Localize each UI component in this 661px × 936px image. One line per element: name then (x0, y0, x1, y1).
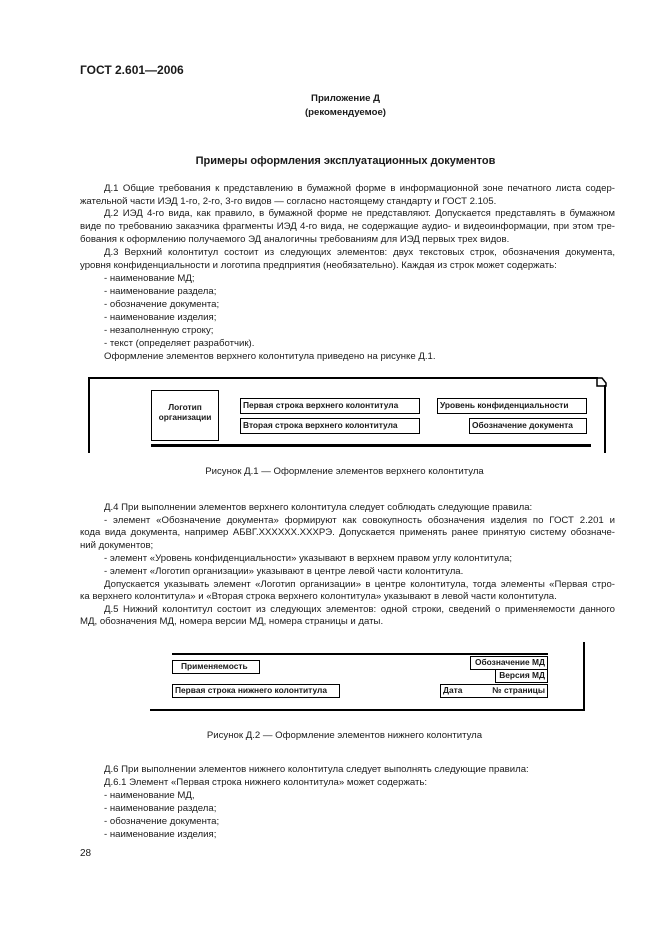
doc-designation-box: Обозначение документа (469, 418, 587, 434)
md-designation-box: Обозначение МД (470, 656, 548, 670)
logo-box: Логотип организации (151, 390, 219, 441)
header-line2-box: Вторая строка верхнего колонтитула (240, 418, 420, 434)
header-line1-box: Первая строка верхнего колонтитула (240, 398, 420, 414)
paragraph-line: Допускается указывать элемент «Логотип организации» в центре колонтитула, тогда элементы «Первая стро- (104, 579, 615, 590)
paragraph-line: виде по требованию заказчика фрагменты ИЭД 4-го вида, не содержащие аудио- и видеоинформации, при этом тре- (80, 221, 615, 232)
frame-bottom (150, 709, 585, 711)
list-item: - наименование МД; (104, 273, 195, 284)
paragraph-line: Оформление элементов верхнего колонтитула приведено на рисунке Д.1. (104, 351, 436, 362)
list-item: - наименование МД, (104, 790, 195, 801)
standard-header: ГОСТ 2.601—2006 (80, 63, 184, 77)
paragraph-line: МД, обозначения МД, номера версии МД, номера страницы и даты. (80, 616, 384, 627)
page-fold-icon (596, 376, 608, 388)
paragraph-line: Д.2 ИЭД 4-го вида, как правило, в бумажной форме не представляют. Допускается представлять в бумажном (104, 208, 615, 219)
figure2-caption: Рисунок Д.2 — Оформление элементов нижнего колонтитула (206, 730, 483, 741)
paragraph-line: Д.6 При выполнении элементов нижнего колонтитула следует выполнять следующие правила: (104, 764, 529, 775)
frame-top (88, 377, 598, 379)
footer-rule (172, 653, 548, 655)
figure1-caption: Рисунок Д.1 — Оформление элементов верхнего колонтитула (205, 466, 484, 477)
list-item: - обозначение документа; (104, 816, 220, 827)
frame-right (604, 385, 606, 453)
paragraph-line: Д.6.1 Элемент «Первая строка нижнего колонтитула» может содержать: (104, 777, 428, 788)
list-item: - элемент «Логотип организации» указывают в центре левой части колонтитула. (104, 566, 464, 577)
date-label: Дата (443, 685, 463, 695)
paragraph-line: ний документов; (80, 540, 154, 551)
header-rule (151, 444, 591, 447)
frame-right (583, 642, 585, 711)
frame-left (88, 377, 90, 453)
version-box: Версия МД (495, 669, 548, 683)
list-item: - элемент «Уровень конфиденциальности» указывают в верхнем правом углу колонтитула; (104, 553, 513, 564)
paragraph-line: бования к оформлению получаемого ЭД аналогичны требованиям для ИЭД первых трех видов. (80, 234, 510, 245)
footer-line1-box: Первая строка нижнего колонтитула (172, 684, 340, 698)
paragraph-line: Д.5 Нижний колонтитул состоит из следующих элементов: одной строки, сведений о применяемости данного (104, 604, 615, 615)
page-number-label: № страницы (492, 685, 545, 695)
confidentiality-box: Уровень конфиденциальности (437, 398, 587, 414)
list-item: - наименование раздела; (104, 286, 217, 297)
paragraph-line: Д.4 При выполнении элементов верхнего колонтитула следует соблюдать следующие правила: (104, 502, 533, 513)
list-item: - наименование раздела; (104, 803, 217, 814)
section-title: Примеры оформления эксплуатационных документов (195, 155, 496, 167)
paragraph-line: ка верхнего колонтитула» и «Вторая строка верхнего колонтитула» указывают в левой части колонтитула. (80, 591, 557, 602)
paragraph-line: жательной части ИЭД 1-го, 2-го, 3-го видов — согласно настоящему стандарту и ГОСТ 2.105. (80, 196, 497, 207)
paragraph-line: кода вида документа, например АБВГ.XXXXXX.XXXРЭ. Допускается применять ранее принятую систему обозначе- (80, 527, 615, 538)
date-page-box (440, 684, 548, 698)
paragraph-line: Д.1 Общие требования к представлению в бумажной форме в информационной зоне печатного листа содер- (104, 183, 615, 194)
appendix-title: Приложение Д (311, 93, 380, 104)
list-item: - незаполненную строку; (104, 325, 214, 336)
applicability-box: Применяемость (172, 660, 260, 674)
list-item: - текст (определяет разработчик). (104, 338, 255, 349)
page-number: 28 (80, 848, 92, 859)
list-item: - элемент «Обозначение документа» формируют как совокупность обозначения изделия по ГОСТ 2.201 и (104, 515, 615, 526)
list-item: - обозначение документа; (104, 299, 220, 310)
list-item: - наименование изделия; (104, 312, 217, 323)
appendix-subtitle: (рекомендуемое) (304, 107, 386, 118)
paragraph-line: уровня конфиденциальности и логотипа предприятия (необязательно). Каждая из строк может содержать: (80, 260, 557, 271)
paragraph-line: Д.3 Верхний колонтитул состоит из следующих элементов: двух текстовых строк, обозначения документа, (104, 247, 615, 258)
list-item: - наименование изделия; (104, 829, 217, 840)
